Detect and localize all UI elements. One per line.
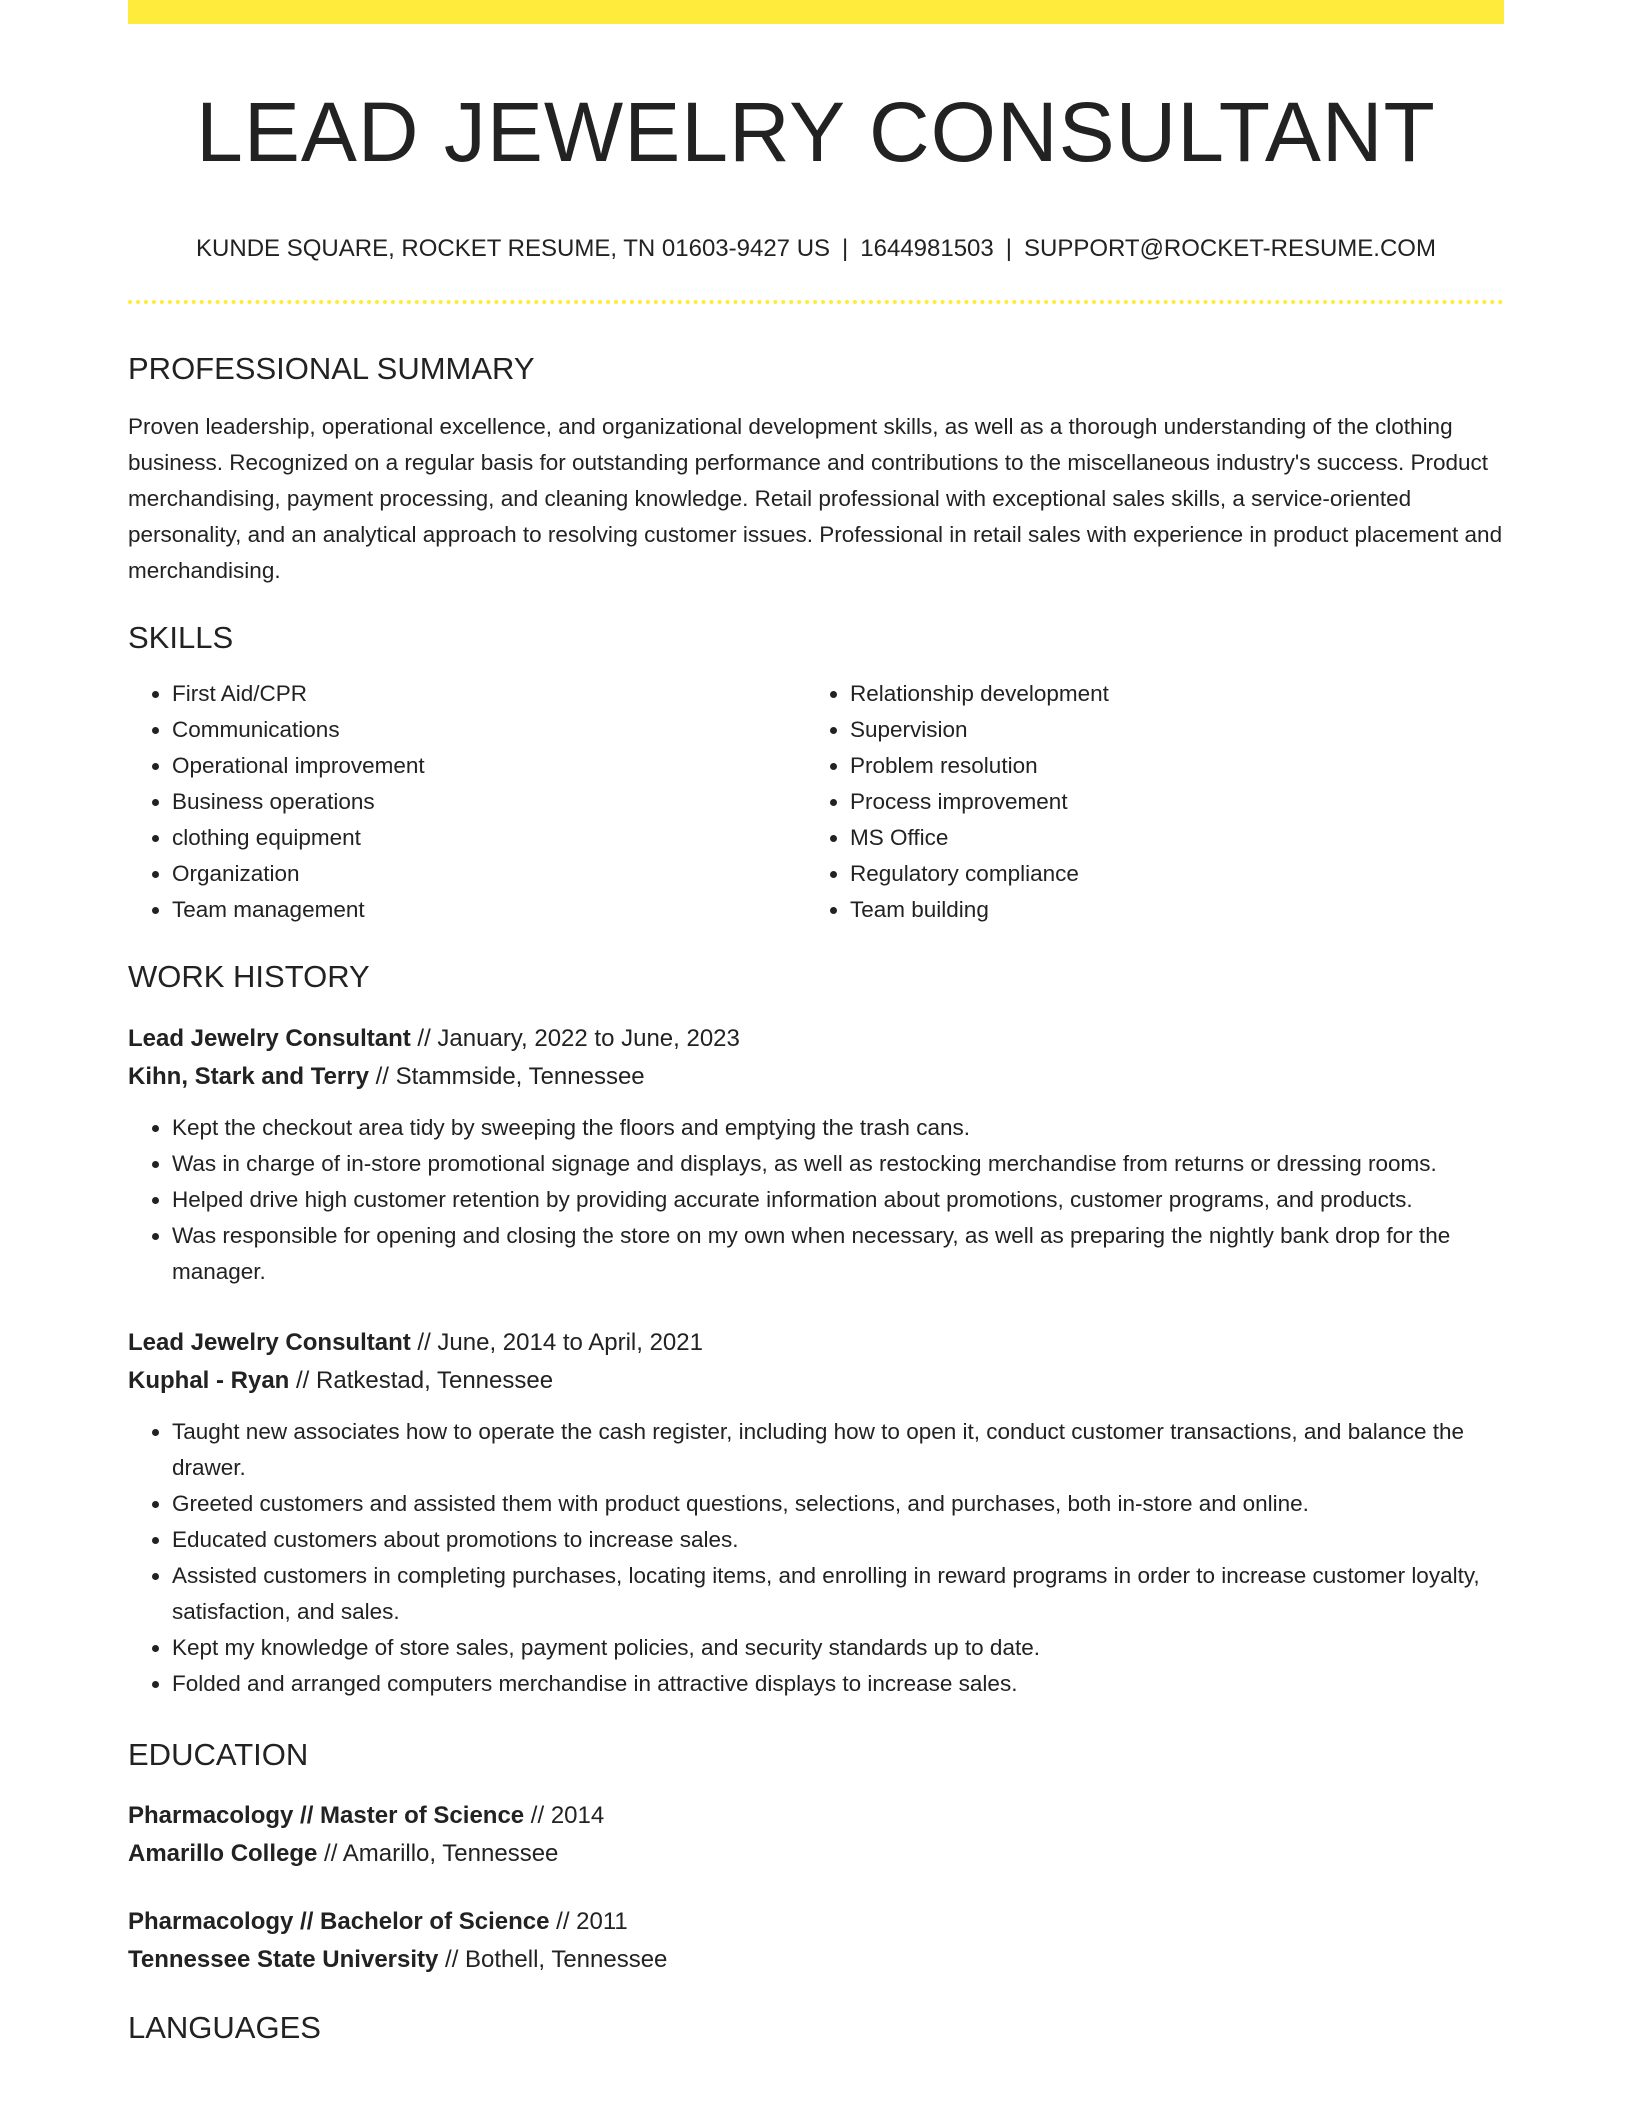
summary-heading: PROFESSIONAL SUMMARY [128, 350, 535, 386]
summary-text: Proven leadership, operational excellence, and organizational development skills, as well as a thorough understanding of the clothing business. Recognized on a regular basis for outstanding performance and contributions to the miscellaneous industry's success. Product merchandising, payment processing, and cleaning knowledge. Retail professional with exceptional sales skills, a service-oriented personality, and an analytical approach to resolving customer issues. Professional in retail sales with experience in product placement and merchandising. [128, 414, 1503, 584]
skill-item: • First Aid/CPR [172, 676, 806, 712]
degree: Pharmacology // Master of Science [128, 1801, 525, 1829]
contact-email: SUPPORT@ROCKET-RESUME.COM [1023, 234, 1436, 262]
education-heading: EDUCATION [128, 1736, 309, 1772]
degree-year: // 2014 [524, 1801, 605, 1829]
dotted-divider [128, 300, 1504, 304]
school-location: // Bothell, Tennessee [438, 1945, 668, 1973]
job-duties [128, 1414, 1504, 1702]
skill-item: • Process improvement [850, 784, 1450, 820]
skill-item: • Team building [850, 892, 1450, 928]
job-title-line [128, 1020, 1504, 1058]
job-entry [128, 1020, 1504, 1290]
job-location: // Stammside, Tennessee [368, 1062, 645, 1090]
work-history-heading: WORK HISTORY [128, 959, 370, 995]
duty-item: • Helped drive high customer retention by providing accurate information about promotions, customer programs, and products. [172, 1182, 1504, 1218]
job-company: Kuphal - Ryan [128, 1366, 290, 1394]
resume-page [128, 0, 1504, 2046]
job-company: Kihn, Stark and Terry [128, 1062, 369, 1090]
skill-item: • Team management [172, 892, 806, 928]
contact-separator: | [1005, 234, 1012, 262]
skill-item: • Regulatory compliance [850, 856, 1450, 892]
skills-heading: SKILLS [128, 620, 234, 656]
contact-separator: | [842, 234, 849, 262]
duty-item: • Greeted customers and assisted them with product questions, selections, and purchases, both in-store and online. [172, 1486, 1504, 1522]
skills-list [128, 676, 1504, 928]
resume-name: LEAD JEWELRY CONSULTANT [196, 85, 1436, 179]
school-location: // Amarillo, Tennessee [317, 1839, 559, 1867]
skill-item: • Communications [172, 712, 806, 748]
contact-line [128, 233, 1504, 264]
skill-item: • Organization [172, 856, 806, 892]
skill-item: • Business operations [172, 784, 806, 820]
degree-year: // 2011 [549, 1907, 628, 1935]
skill-item: • MS Office [850, 820, 1450, 856]
skills-column-left [128, 676, 806, 928]
skill-item: • Supervision [850, 712, 1450, 748]
degree-line [128, 1797, 1504, 1835]
contact-address: KUNDE SQUARE, ROCKET RESUME, TN 01603-9427 US [196, 234, 831, 262]
school: Amarillo College [128, 1839, 318, 1867]
school: Tennessee State University [128, 1945, 439, 1973]
job-dates: // June, 2014 to April, 2021 [410, 1328, 703, 1356]
job-title-line [128, 1324, 1504, 1362]
job-entry [128, 1324, 1504, 1702]
job-role: Lead Jewelry Consultant [128, 1328, 411, 1356]
duty-item: • Assisted customers in completing purchases, locating items, and enrolling in reward programs in order to increase customer loyalty, satisfaction, and sales. [172, 1558, 1504, 1630]
job-role: Lead Jewelry Consultant [128, 1024, 411, 1052]
skill-item: • Relationship development [850, 676, 1450, 712]
school-line [128, 1835, 1504, 1873]
duty-item: • Kept the checkout area tidy by sweeping the floors and emptying the trash cans. [172, 1110, 1504, 1146]
duty-item: • Was responsible for opening and closing the store on my own when necessary, as well as preparing the nightly bank drop for the manager. [172, 1218, 1504, 1290]
duty-item: • Was in charge of in-store promotional signage and displays, as well as restocking merchandise from returns or dressing rooms. [172, 1146, 1504, 1182]
job-duties [128, 1110, 1504, 1290]
skill-item: • Problem resolution [850, 748, 1450, 784]
job-dates: // January, 2022 to June, 2023 [410, 1024, 740, 1052]
degree: Pharmacology // Bachelor of Science [128, 1907, 550, 1935]
job-location: // Ratkestad, Tennessee [289, 1366, 554, 1394]
education-entry [128, 1903, 1504, 1979]
contact-phone: 1644981503 [860, 234, 994, 262]
accent-bar [128, 0, 1504, 24]
skill-item: • clothing equipment [172, 820, 806, 856]
school-line [128, 1941, 1504, 1979]
job-company-line [128, 1362, 1504, 1400]
degree-line [128, 1903, 1504, 1941]
job-company-line [128, 1058, 1504, 1096]
skill-item: • Operational improvement [172, 748, 806, 784]
skills-column-right [806, 676, 1450, 928]
education-entry [128, 1797, 1504, 1873]
duty-item: • Folded and arranged computers merchandise in attractive displays to increase sales. [172, 1666, 1504, 1702]
languages-heading: LANGUAGES [128, 2009, 321, 2045]
duty-item: • Taught new associates how to operate the cash register, including how to open it, conduct customer transactions, and balance the drawer. [172, 1414, 1504, 1486]
duty-item: • Educated customers about promotions to increase sales. [172, 1522, 1504, 1558]
duty-item: • Kept my knowledge of store sales, payment policies, and security standards up to date. [172, 1630, 1504, 1666]
